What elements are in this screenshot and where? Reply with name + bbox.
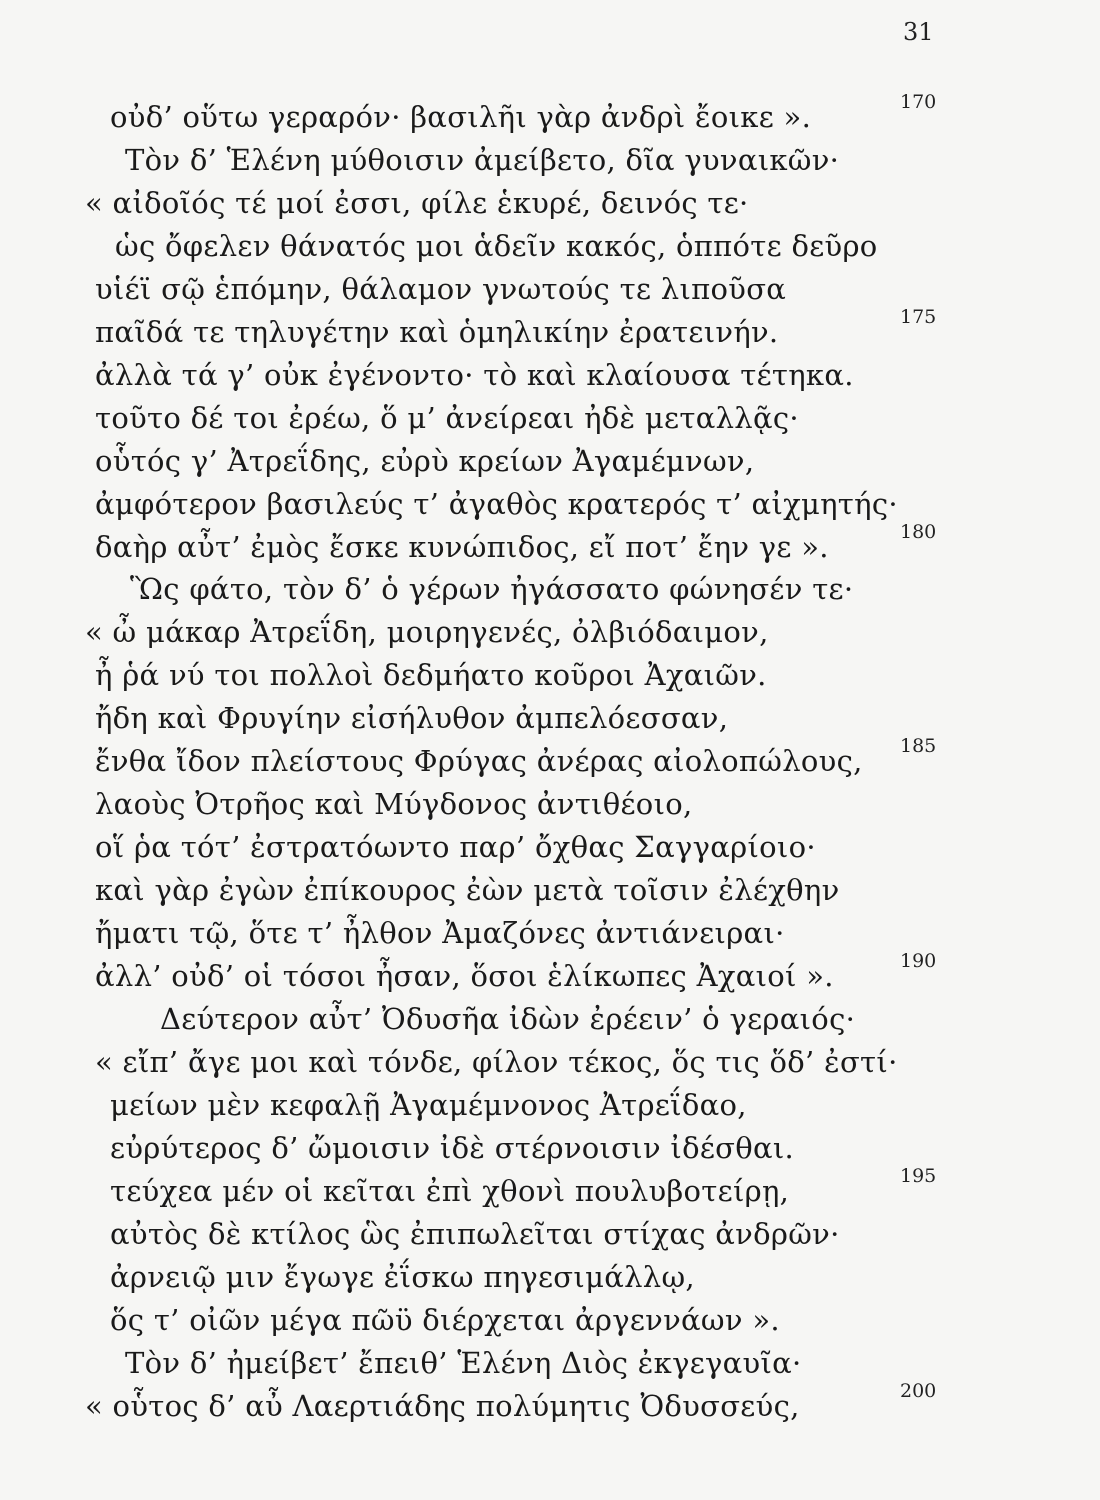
line-number: 180 (900, 521, 937, 543)
verse-line: ἤδη καὶ Φρυγίην εἰσήλυθον ἀμπελόεσσαν, (95, 701, 729, 735)
verse-line: οὗτός γ’ Ἀτρεΐδης, εὐρὺ κρείων Ἀγαμέμνων, (95, 444, 755, 478)
line-number: 185 (900, 735, 937, 757)
line-number: 200 (900, 1380, 937, 1402)
verse-line: ἔνθα ἴδον πλείστους Φρύγας ἀνέρας αἰολοπώλους, (95, 744, 863, 778)
line-number: 175 (900, 306, 937, 328)
verse-line: Τὸν δ’ ἠμείβετ’ ἔπειθ’ Ἑλένη Διὸς ἐκγεγαυῖα· (125, 1346, 802, 1380)
verse-line: δαὴρ αὖτ’ ἐμὸς ἔσκε κυνώπιδος, εἴ ποτ’ ἔην γε ». (95, 530, 829, 564)
verse-line: Τὸν δ’ Ἑλένη μύθοισιν ἀμείβετο, δῖα γυναικῶν· (125, 143, 840, 177)
verse-line: οἵ ῥα τότ’ ἐστρατόωντο παρ’ ὄχθας Σαγγαρίοιο· (95, 830, 816, 864)
verse-line: ἀλλὰ τά γ’ οὐκ ἐγένοντο· τὸ καὶ κλαίουσα τέτηκα. (95, 358, 854, 392)
verse-line: ἀλλ’ οὐδ’ οἱ τόσοι ἦσαν, ὅσοι ἑλίκωπες Ἀχαιοί ». (95, 959, 834, 993)
verse-line: λαοὺς Ὀτρῆος καὶ Μύγδονος ἀντιθέοιο, (95, 787, 693, 821)
line-number: 170 (900, 91, 937, 113)
verse-line: « αἰδοῖός τέ μοί ἐσσι, φίλε ἑκυρέ, δεινός τε· (85, 186, 749, 220)
line-number: 195 (900, 1165, 937, 1187)
verse-line: υἱέϊ σῷ ἑπόμην, θάλαμον γνωτούς τε λιποῦσα (95, 272, 787, 306)
verse-line: ὅς τ’ οἰῶν μέγα πῶϋ διέρχεται ἀργεννάων ». (110, 1303, 780, 1337)
verse-line: Δεύτερον αὖτ’ Ὀδυσῆα ἰδὼν ἐρέειν’ ὁ γεραιός· (160, 1002, 856, 1036)
verse-line: αὐτὸς δὲ κτίλος ὣς ἐπιπωλεῖται στίχας ἀνδρῶν· (110, 1217, 840, 1251)
verse-line: ὡς ὄφελεν θάνατός μοι ἁδεῖν κακός, ὁππότε δεῦρο (115, 229, 878, 263)
page-number: 31 (903, 18, 934, 46)
verse-line: « οὗτος δ’ αὖ Λαερτιάδης πολύμητις Ὀδυσσεύς, (85, 1389, 800, 1423)
verse-line: Ὣς φάτο, τὸν δ’ ὁ γέρων ἠγάσσατο φώνησέν τε· (130, 572, 854, 606)
verse-line: ἀμφότερον βασιλεύς τ’ ἀγαθὸς κρατερός τ’ αἰχμητής· (95, 487, 898, 521)
verse-line: εὐρύτερος δ’ ὤμοισιν ἰδὲ στέρνοισιν ἰδέσθαι. (110, 1131, 795, 1165)
verse-line: μείων μὲν κεφαλῇ Ἀγαμέμνονος Ἀτρεΐδαο, (110, 1088, 747, 1122)
line-number: 190 (900, 950, 937, 972)
verse-line: « ὦ μάκαρ Ἀτρεΐδη, μοιρηγενές, ὀλβιόδαιμον, (85, 615, 769, 649)
verse-line: ἦ ῥά νύ τοι πολλοὶ δεδμήατο κοῦροι Ἀχαιῶν. (95, 658, 767, 692)
verse-line: παῖδά τε τηλυγέτην καὶ ὁμηλικίην ἐρατεινήν. (95, 315, 779, 349)
verse-line: ἤματι τῷ, ὅτε τ’ ἦλθον Ἀμαζόνες ἀντιάνειραι· (95, 916, 785, 950)
verse-line: « εἴπ’ ἄγε μοι καὶ τόνδε, φίλον τέκος, ὅς τις ὅδ’ ἐστί· (95, 1045, 898, 1079)
verse-line: τοῦτο δέ τοι ἐρέω, ὅ μ’ ἀνείρεαι ἠδὲ μεταλλᾷς· (95, 401, 799, 435)
verse-line: καὶ γὰρ ἐγὼν ἐπίκουρος ἐὼν μετὰ τοῖσιν ἐλέχθην (95, 873, 840, 907)
verse-line: τεύχεα μέν οἱ κεῖται ἐπὶ χθονὶ πουλυβοτείρῃ, (110, 1174, 790, 1208)
verse-line: ἀρνειῷ μιν ἔγωγε ἐΐσκω πηγεσιμάλλῳ, (110, 1260, 695, 1294)
verse-line: οὐδ’ οὕτω γεραρόν· βασιλῆι γὰρ ἀνδρὶ ἔοικε ». (110, 100, 812, 134)
